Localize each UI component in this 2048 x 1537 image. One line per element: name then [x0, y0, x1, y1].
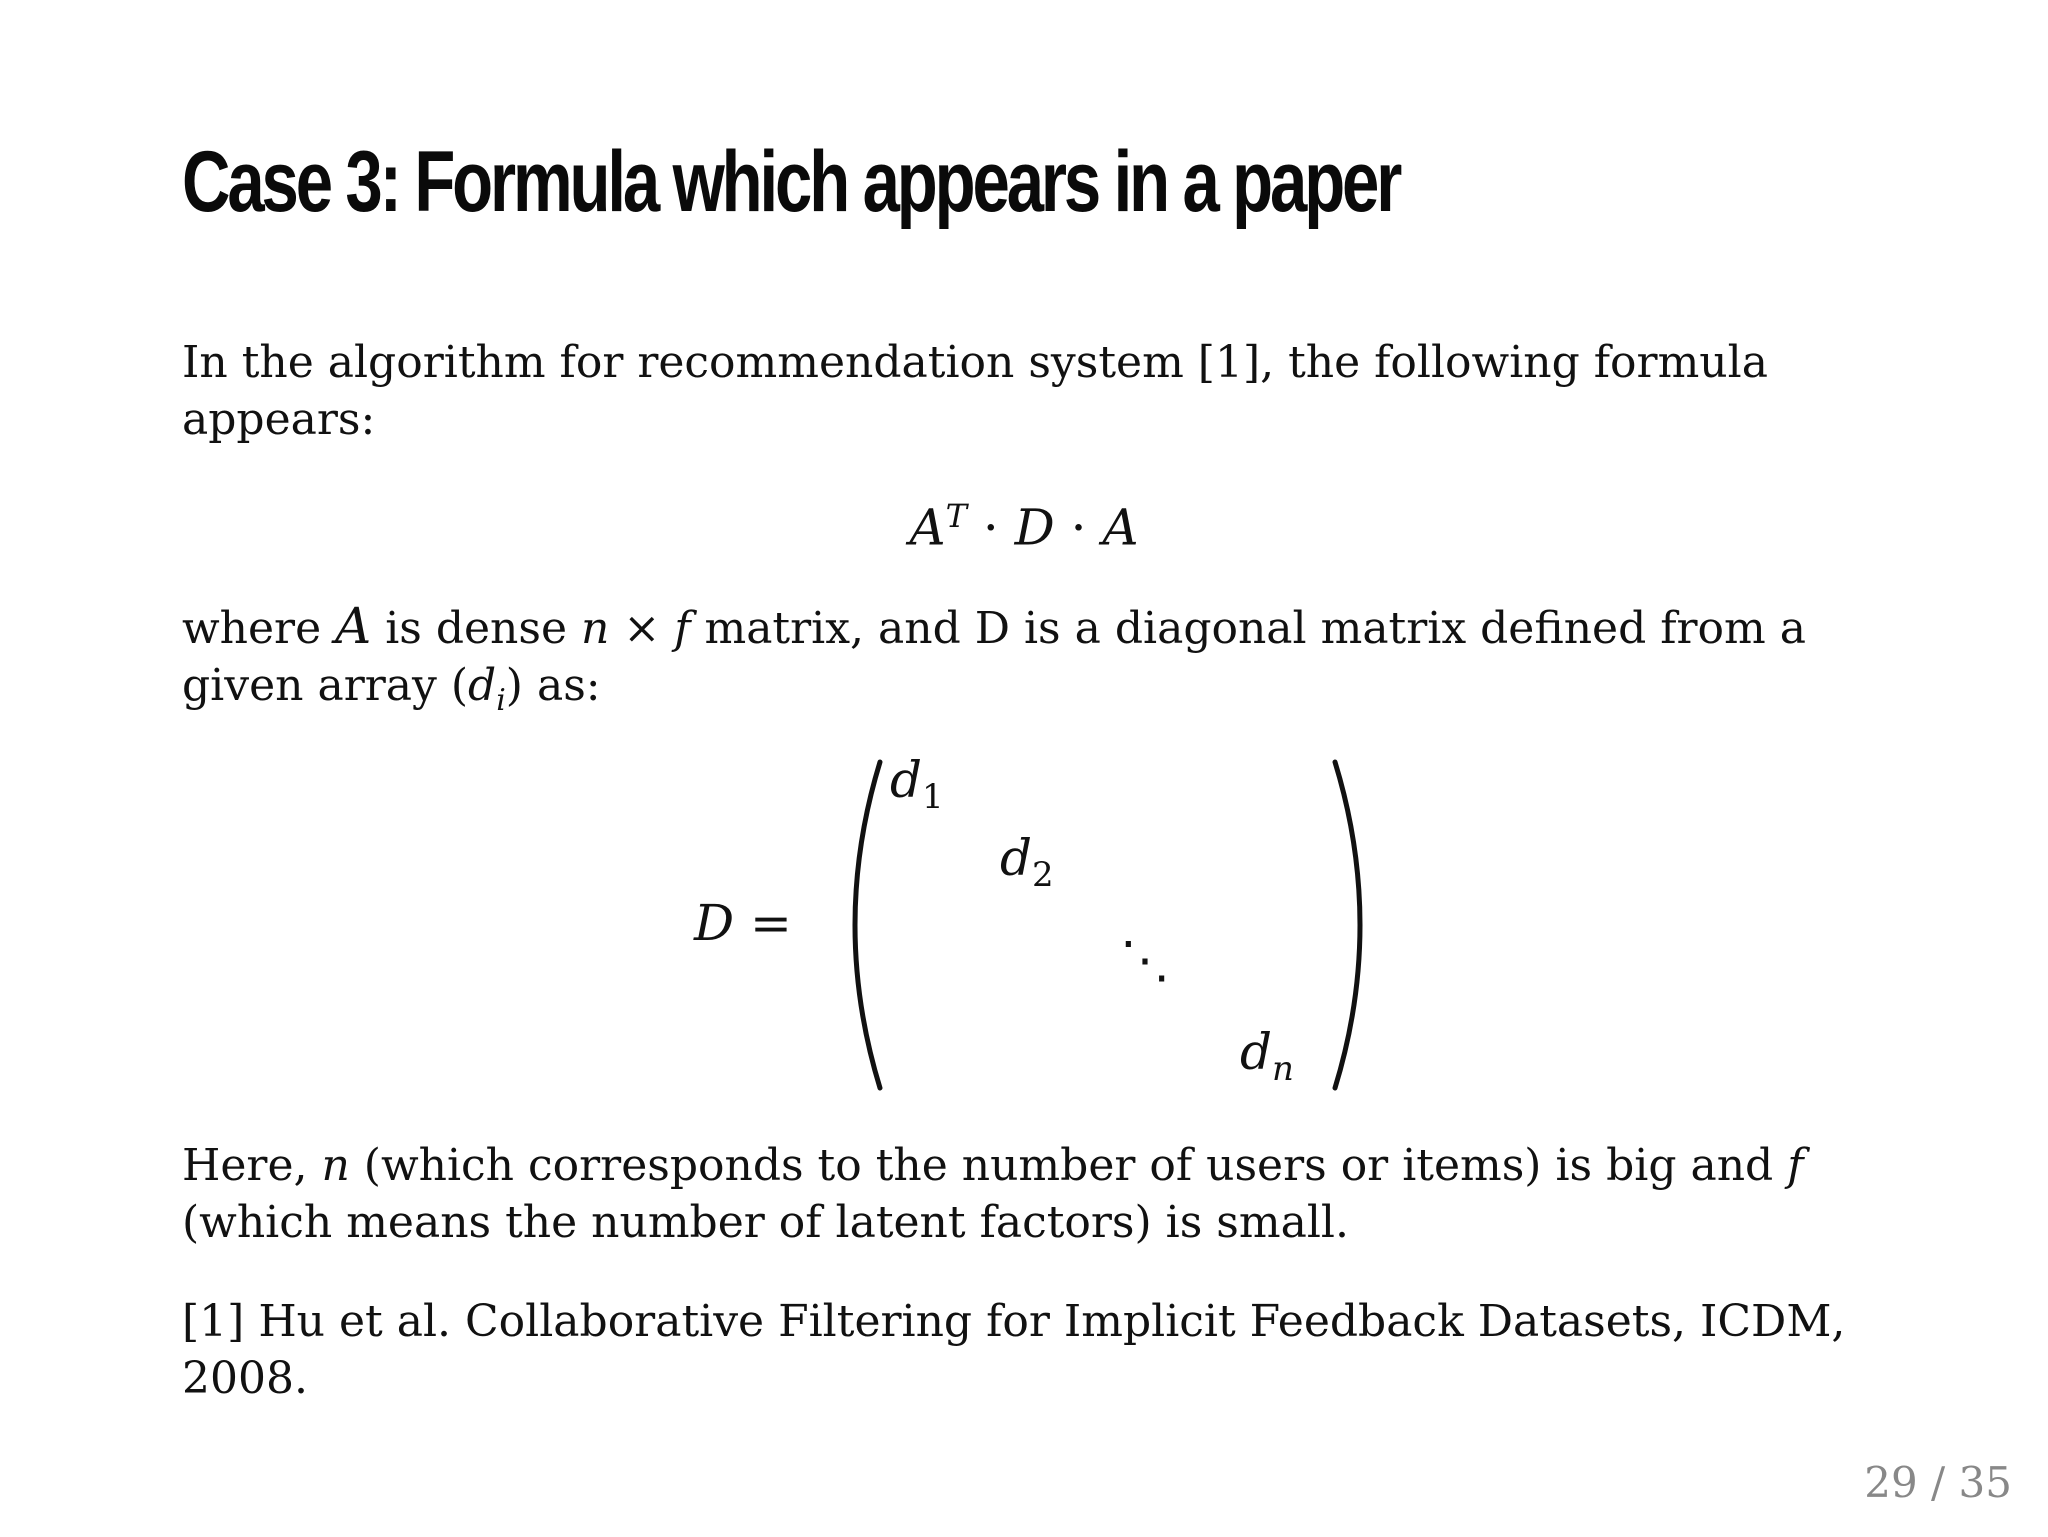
formula-d: D [1014, 498, 1055, 557]
matrix-lhs: D = [694, 894, 792, 952]
intro-paragraph: In the algorithm for recommendation system [1], the following formula appears: [182, 337, 1768, 445]
desc-paren-open: ( [450, 660, 469, 711]
formula-superscript-t: T [945, 497, 967, 535]
desc-sub-i: i [496, 682, 506, 718]
desc-var-d: d [468, 660, 497, 711]
formula-base-a-2: A [1102, 498, 1139, 557]
matrix-entry-d1: $d_1$ [890, 751, 944, 817]
expl-text-2: (which corresponds to the number of users or items) is big and [349, 1140, 1788, 1191]
desc-var-a: A [335, 597, 372, 655]
desc-text-2: is dense [371, 603, 581, 654]
formula-dot-2: · [1070, 498, 1087, 557]
desc-text-1: where [182, 603, 336, 654]
description-paragraph [182, 598, 1882, 729]
desc-times: × [609, 603, 675, 654]
formula-base-a: A [909, 498, 946, 557]
expl-var-f: f [1787, 1140, 1804, 1191]
matrix-entry-dn: $d_n$ [1240, 1023, 1294, 1089]
formula-dot-1: · [982, 498, 999, 557]
matrix-entry-ddots: ⋱ [1120, 931, 1170, 989]
diagonal-matrix [830, 750, 1370, 1100]
desc-var-f: f [674, 603, 691, 654]
slide-title: Case 3: Formula which appears in a paper [182, 134, 1400, 230]
left-paren-icon [855, 762, 880, 1088]
main-formula [0, 486, 2048, 558]
matrix-entry-d2: $d_2$ [1000, 829, 1054, 895]
right-paren-icon [1335, 762, 1360, 1088]
expl-var-n: n [321, 1140, 350, 1191]
desc-text-4: as: [522, 660, 601, 711]
explanation-paragraph [182, 1137, 1882, 1251]
reference-paragraph: [1] Hu et al. Collaborative Filtering for Implicit Feedback Datasets, ICDM, 2008. [182, 1296, 1846, 1404]
expl-text-3: (which means the number of latent factors) is small. [182, 1197, 1349, 1248]
desc-paren-close: ) [505, 660, 523, 711]
desc-var-n: n [581, 603, 610, 654]
page-number: 29 / 35 [1864, 1458, 2012, 1507]
expl-text-1: Here, [182, 1140, 322, 1191]
desc-text-3: matrix, and D is a diagonal matrix defined from a given array [182, 603, 1806, 711]
